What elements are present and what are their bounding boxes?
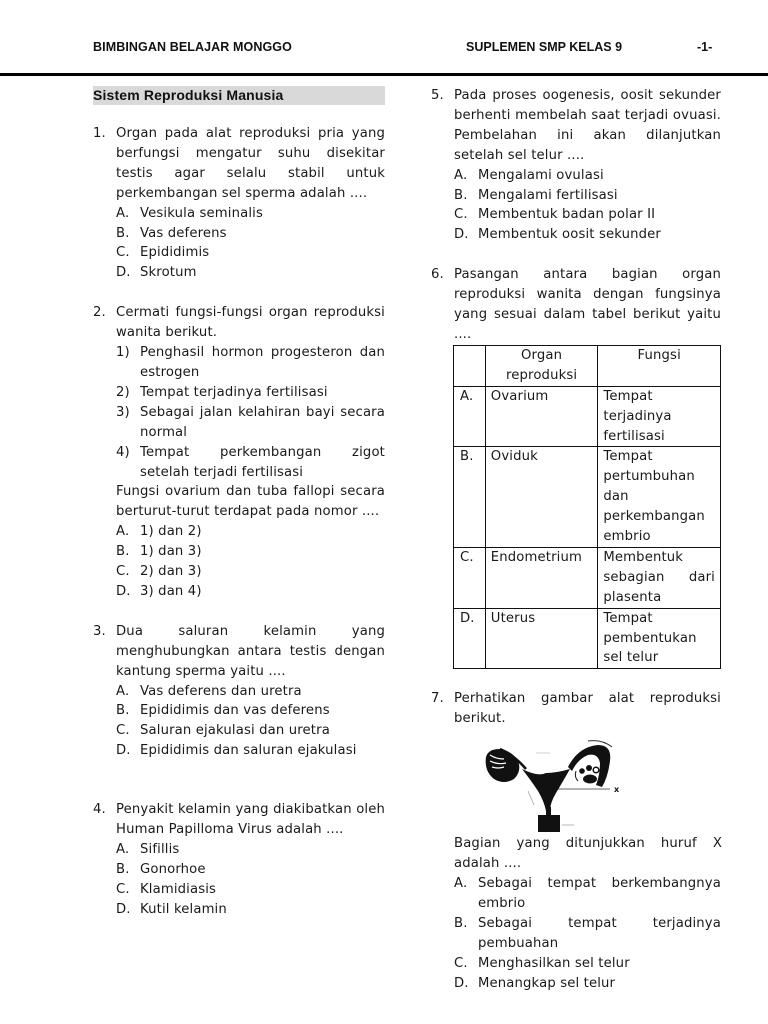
options-list (116, 840, 385, 920)
left-column (93, 86, 385, 920)
option-text: Klamidiasis (140, 881, 217, 897)
option-letter: B. (116, 225, 130, 241)
question-7 (431, 689, 721, 993)
question-stem: Pada proses oogenesis, oosit sekunder berhenti membelah saat terjadi ovuasi. Pembelahan ini akan dilanjutkan setelah sel telur .... (454, 88, 721, 163)
table-row (454, 447, 721, 548)
options-list (454, 166, 721, 246)
option-letter: A. (116, 205, 130, 221)
row-function: Tempat terjadinya fertilisasi (598, 386, 721, 447)
question-number: 2. (93, 305, 106, 321)
option-text: Gonorhoe (140, 861, 206, 877)
question-number: 6. (431, 267, 444, 283)
option-a (454, 874, 721, 914)
option-text: 2) dan 3) (140, 564, 202, 580)
row-letter: B. (454, 447, 486, 548)
options-list (116, 204, 385, 284)
option-letter: D. (116, 583, 131, 599)
option-text: 1) dan 2) (140, 524, 202, 540)
option-c (454, 205, 721, 225)
table-header-cell: Organ reproduksi (485, 345, 598, 386)
organ-function-table (453, 345, 721, 670)
option-a (116, 204, 385, 224)
option-letter: C. (116, 723, 130, 739)
question-stem: Organ pada alat reproduksi pria yang berfungsi mengatur suhu disekitar testis agar selalu stabil untuk perkembangan sel sperma adalah .... (116, 126, 385, 201)
question-number: 7. (431, 691, 444, 707)
option-text: Sebagai tempat terjadinya pembuahan (478, 915, 721, 951)
question-prompt: Fungsi ovarium dan tuba fallopi secara berturut-turut terdapat pada nomor .... (116, 484, 385, 520)
row-organ: Uterus (485, 608, 598, 669)
question-1 (93, 124, 385, 283)
option-letter: B. (116, 544, 130, 560)
option-d (454, 225, 721, 245)
page-number: -1- (697, 40, 713, 54)
option-text: Mengalami fertilisasi (478, 187, 618, 203)
option-d (116, 263, 385, 283)
option-text: Epididimis dan saluran ejakulasi (140, 743, 357, 759)
option-text: Vas deferens (140, 225, 227, 241)
option-a (116, 522, 385, 542)
statement-text: Tempat perkembangan zigot setelah terjadi fertilisasi (140, 444, 385, 480)
statement-2 (116, 383, 385, 403)
option-text: Skrotum (140, 265, 197, 281)
statement-label: 3) (116, 404, 130, 420)
statement-text: Tempat terjadinya fertilisasi (140, 384, 328, 400)
option-d (116, 900, 385, 920)
option-letter: B. (116, 703, 130, 719)
option-letter: A. (454, 167, 468, 183)
section-title: Sistem Reproduksi Manusia (93, 86, 385, 105)
uterus-diagram-icon (478, 737, 628, 832)
table-row (454, 608, 721, 669)
row-letter: A. (454, 386, 486, 447)
option-c (116, 243, 385, 263)
option-c (116, 880, 385, 900)
option-text: Mengalami ovulasi (478, 167, 604, 183)
statement-text: Penghasil hormon progesteron dan estrogen (140, 345, 385, 380)
option-letter: D. (454, 227, 469, 243)
statement-text: Sebagai jalan kelahiran bayi secara normal (140, 404, 385, 440)
option-c (116, 562, 385, 582)
page-header (0, 40, 768, 60)
options-list (454, 874, 721, 993)
question-prompt: Bagian yang ditunjukkan huruf X adalah .... (454, 836, 722, 872)
option-b (116, 860, 385, 880)
option-text: Vesikula seminalis (140, 205, 264, 221)
table-row (454, 386, 721, 447)
option-text: Sifillis (140, 842, 180, 857)
statement-label: 2) (116, 384, 130, 400)
question-stem: Perhatikan gambar alat reproduksi berikut. (454, 691, 721, 727)
option-a (454, 166, 721, 186)
option-letter: B. (454, 187, 468, 203)
option-b (116, 542, 385, 562)
row-organ: Endometrium (485, 547, 598, 608)
statement-1 (116, 343, 385, 383)
question-3 (93, 622, 385, 761)
option-d (454, 974, 721, 994)
options-list (116, 682, 385, 762)
option-b (116, 224, 385, 244)
header-divider (0, 73, 768, 76)
question-stem: Dua saluran kelamin yang menghubungkan antara testis dengan kantung sperma yaitu .... (116, 623, 385, 679)
right-column (431, 86, 721, 993)
question-stem: Cermati fungsi-fungsi organ reproduksi wanita berikut. (116, 305, 385, 341)
row-function: Membentuk sebagian dari plasenta (598, 547, 721, 608)
statement-4 (116, 443, 385, 483)
table-header-cell (454, 345, 486, 386)
option-letter: D. (116, 901, 131, 917)
option-text: Epididimis dan vas deferens (140, 703, 330, 719)
option-text: Membentuk oosit sekunder (478, 227, 662, 243)
question-number: 3. (93, 623, 106, 639)
option-text: Sebagai tempat berkembangnya embrio (478, 876, 721, 911)
option-a (116, 840, 385, 860)
option-text: Membentuk badan polar II (478, 207, 656, 223)
option-text: Vas deferens dan uretra (140, 683, 302, 699)
option-b (116, 701, 385, 721)
option-letter: C. (454, 207, 468, 223)
option-letter: C. (116, 245, 130, 261)
option-letter: B. (116, 861, 130, 877)
statement-label: 4) (116, 444, 130, 460)
table-header-cell: Fungsi (598, 345, 721, 386)
row-letter: C. (454, 547, 486, 608)
option-letter: A. (116, 524, 130, 540)
statements-list (116, 343, 385, 482)
question-number: 1. (93, 126, 106, 141)
option-text: Menangkap sel telur (478, 975, 616, 991)
option-text: Saluran ejakulasi dan uretra (140, 723, 330, 739)
header-publisher: BIMBINGAN BELAJAR MONGGO (93, 40, 292, 54)
question-6 (431, 265, 721, 669)
option-text: 1) dan 3) (140, 544, 202, 560)
option-c (454, 954, 721, 974)
option-letter: B. (454, 915, 468, 931)
option-letter: C. (116, 881, 130, 897)
question-stem: Pasangan antara bagian organ reproduksi wanita dengan fungsinya yang sesuai dalam tabel berikut yaitu .... (454, 267, 721, 342)
options-list (116, 522, 385, 602)
option-b (454, 914, 721, 954)
question-4 (93, 800, 385, 919)
option-d (116, 582, 385, 602)
row-function: Tempat pembentukan sel telur (598, 608, 721, 669)
option-a (116, 682, 385, 702)
table-row (454, 547, 721, 608)
question-number: 4. (93, 802, 106, 818)
question-stem: Penyakit kelamin yang diakibatkan oleh Human Papilloma Virus adalah .... (116, 802, 385, 838)
question-5 (431, 86, 721, 245)
option-c (116, 721, 385, 741)
table-header-row (454, 345, 721, 386)
option-b (454, 186, 721, 206)
option-letter: A. (116, 683, 130, 699)
option-letter: C. (454, 955, 468, 971)
option-letter: D. (454, 975, 469, 991)
row-organ: Ovarium (485, 386, 598, 447)
option-letter: A. (454, 876, 468, 891)
option-letter: A. (116, 842, 130, 857)
option-text: Kutil kelamin (140, 901, 227, 917)
option-text: 3) dan 4) (140, 583, 202, 599)
row-organ: Oviduk (485, 447, 598, 548)
option-text: Epididimis (140, 245, 210, 261)
option-text: Menghasilkan sel telur (478, 955, 630, 971)
row-function: Tempat pertumbuhan dan perkembangan embrio (598, 447, 721, 548)
female-reproductive-organ-figure (478, 737, 628, 832)
row-letter: D. (454, 608, 486, 669)
question-2 (93, 303, 385, 602)
statement-label: 1) (116, 345, 130, 361)
statement-3 (116, 403, 385, 443)
question-number: 5. (431, 88, 444, 103)
figure-label-x: x (614, 785, 620, 795)
option-letter: D. (116, 743, 131, 759)
option-letter: C. (116, 564, 130, 580)
option-letter: D. (116, 265, 131, 281)
header-subject: SUPLEMEN SMP KELAS 9 (466, 40, 623, 54)
option-d (116, 741, 385, 761)
